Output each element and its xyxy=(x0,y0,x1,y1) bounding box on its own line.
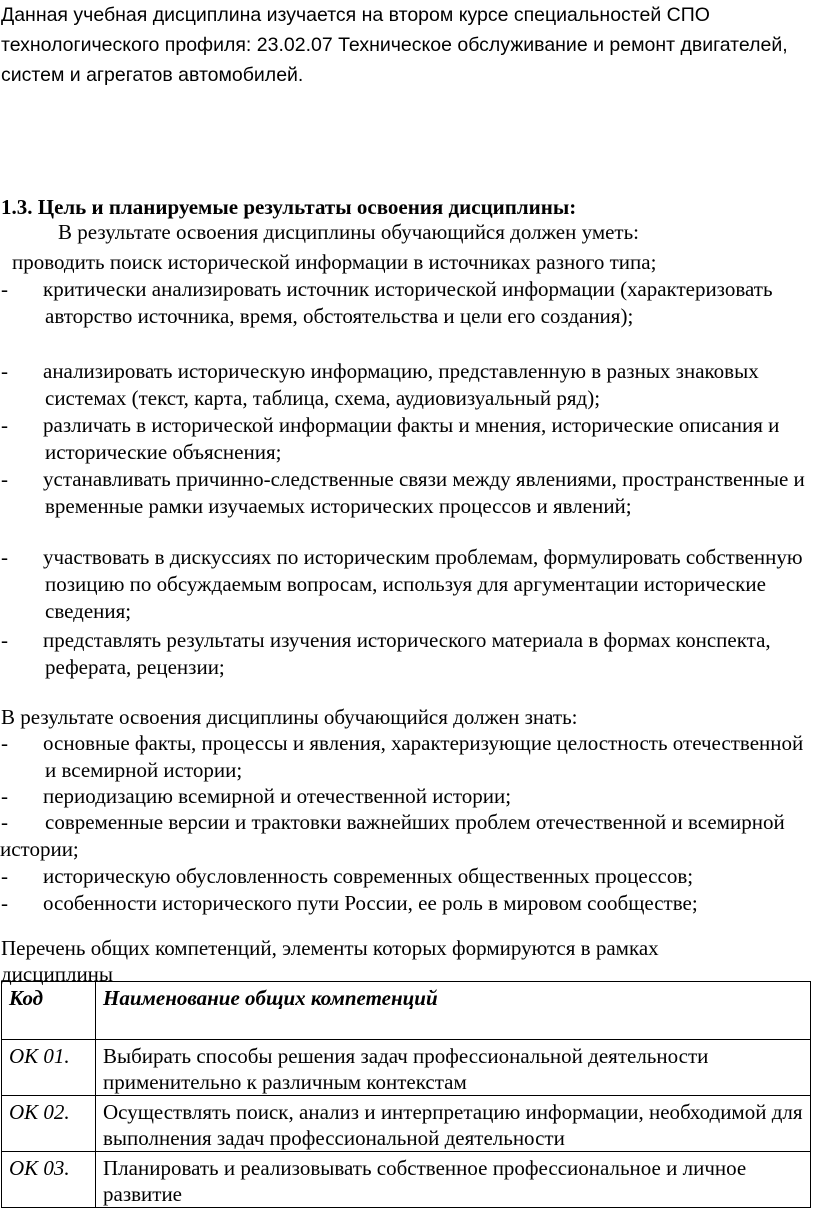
skills-item xyxy=(0,412,812,466)
list-dash: - xyxy=(1,864,8,888)
skills-item xyxy=(0,466,812,520)
skills-item-text: анализировать историческую информацию, представленную в разных знаковых системах (текст, карта, таблица, схема, аудиовизуальный ряд); xyxy=(43,359,759,410)
table-header-row xyxy=(2,982,811,1040)
knowledge-item-text: современные версии и трактовки важнейших проблем отечественной и всемирной истории; xyxy=(0,810,785,861)
skills-lead: В результате освоения дисциплины обучающийся должен уметь: xyxy=(58,220,640,244)
list-dash: - xyxy=(1,810,8,834)
list-dash: - xyxy=(1,467,8,491)
skills-item xyxy=(0,276,812,330)
list-dash: - xyxy=(1,784,8,808)
competency-code: ОК 02. xyxy=(2,1096,96,1152)
skills-item-text: критически анализировать источник исторической информации (характеризовать авторство источника, время, обстоятельства и цели его создания); xyxy=(43,277,773,328)
knowledge-item xyxy=(0,730,812,784)
knowledge-item xyxy=(0,863,812,890)
competencies-table xyxy=(1,981,811,1208)
skills-item xyxy=(0,544,812,625)
knowledge-item xyxy=(0,890,812,917)
column-header-code: Код xyxy=(2,982,96,1040)
column-header-name: Наименование общих компетенций xyxy=(96,982,811,1040)
list-dash: - xyxy=(1,545,8,569)
table-row xyxy=(2,1152,811,1208)
skills-item-text: различать в исторической информации факты и мнения, исторические описания и исторические объяснения; xyxy=(43,413,780,464)
competencies-caption: Перечень общих компетенций, элементы которых формируются в рамках дисциплины xyxy=(1,936,659,986)
section-heading: 1.3. Цель и планируемые результаты освоения дисциплины: xyxy=(1,195,577,219)
knowledge-item xyxy=(0,809,812,863)
competency-code: ОК 03. xyxy=(2,1152,96,1208)
skills-item-text: участвовать в дискуссиях по историческим проблемам, формулировать собственную позицию по обсуждаемым вопросам, используя для аргументации исторические сведения; xyxy=(43,545,803,623)
knowledge-item-text: историческую обусловленность современных общественных процессов; xyxy=(43,864,694,888)
table-row xyxy=(2,1096,811,1152)
list-dash: - xyxy=(1,359,8,383)
skills-item-text: представлять результаты изучения исторического материала в формах конспекта, реферата, рецензии; xyxy=(43,628,771,679)
competency-code: ОК 01. xyxy=(2,1040,96,1096)
list-dash: - xyxy=(1,277,8,301)
knowledge-item-text: особенности исторического пути России, ее роль в мировом сообществе; xyxy=(43,891,698,915)
list-dash: - xyxy=(1,891,8,915)
table-row xyxy=(2,1040,811,1096)
competency-name: Планировать и реализовывать собственное профессиональное и личное развитие xyxy=(96,1152,811,1208)
skills-item-text: устанавливать причинно-следственные связи между явлениями, пространственные и временные рамки изучаемых исторических процессов и явлений; xyxy=(43,467,805,518)
intro-paragraph: Данная учебная дисциплина изучается на втором курсе специальностей СПО технологического профиля: 23.02.07 Техническое обслуживание и ремонт двигателей, систем и агрегатов автомобилей. xyxy=(1,4,788,86)
skills-first-item: проводить поиск исторической информации в источниках разного типа; xyxy=(12,250,657,274)
list-dash: - xyxy=(1,731,8,755)
list-dash: - xyxy=(1,413,8,437)
knowledge-lead: В результате освоения дисциплины обучающийся должен знать: xyxy=(1,705,578,729)
skills-item xyxy=(0,358,812,412)
knowledge-item-text: периодизацию всемирной и отечественной истории; xyxy=(43,784,512,808)
knowledge-item xyxy=(0,783,812,810)
competency-name: Осуществлять поиск, анализ и интерпретацию информации, необходимой для выполнения задач профессиональной деятельности xyxy=(96,1096,811,1152)
knowledge-item-text: основные факты, процессы и явления, характеризующие целостность отечественной и всемирной истории; xyxy=(43,731,804,782)
skills-item xyxy=(0,627,812,681)
list-dash: - xyxy=(1,628,8,652)
competency-name: Выбирать способы решения задач профессиональной деятельности применительно к различным контекстам xyxy=(96,1040,811,1096)
